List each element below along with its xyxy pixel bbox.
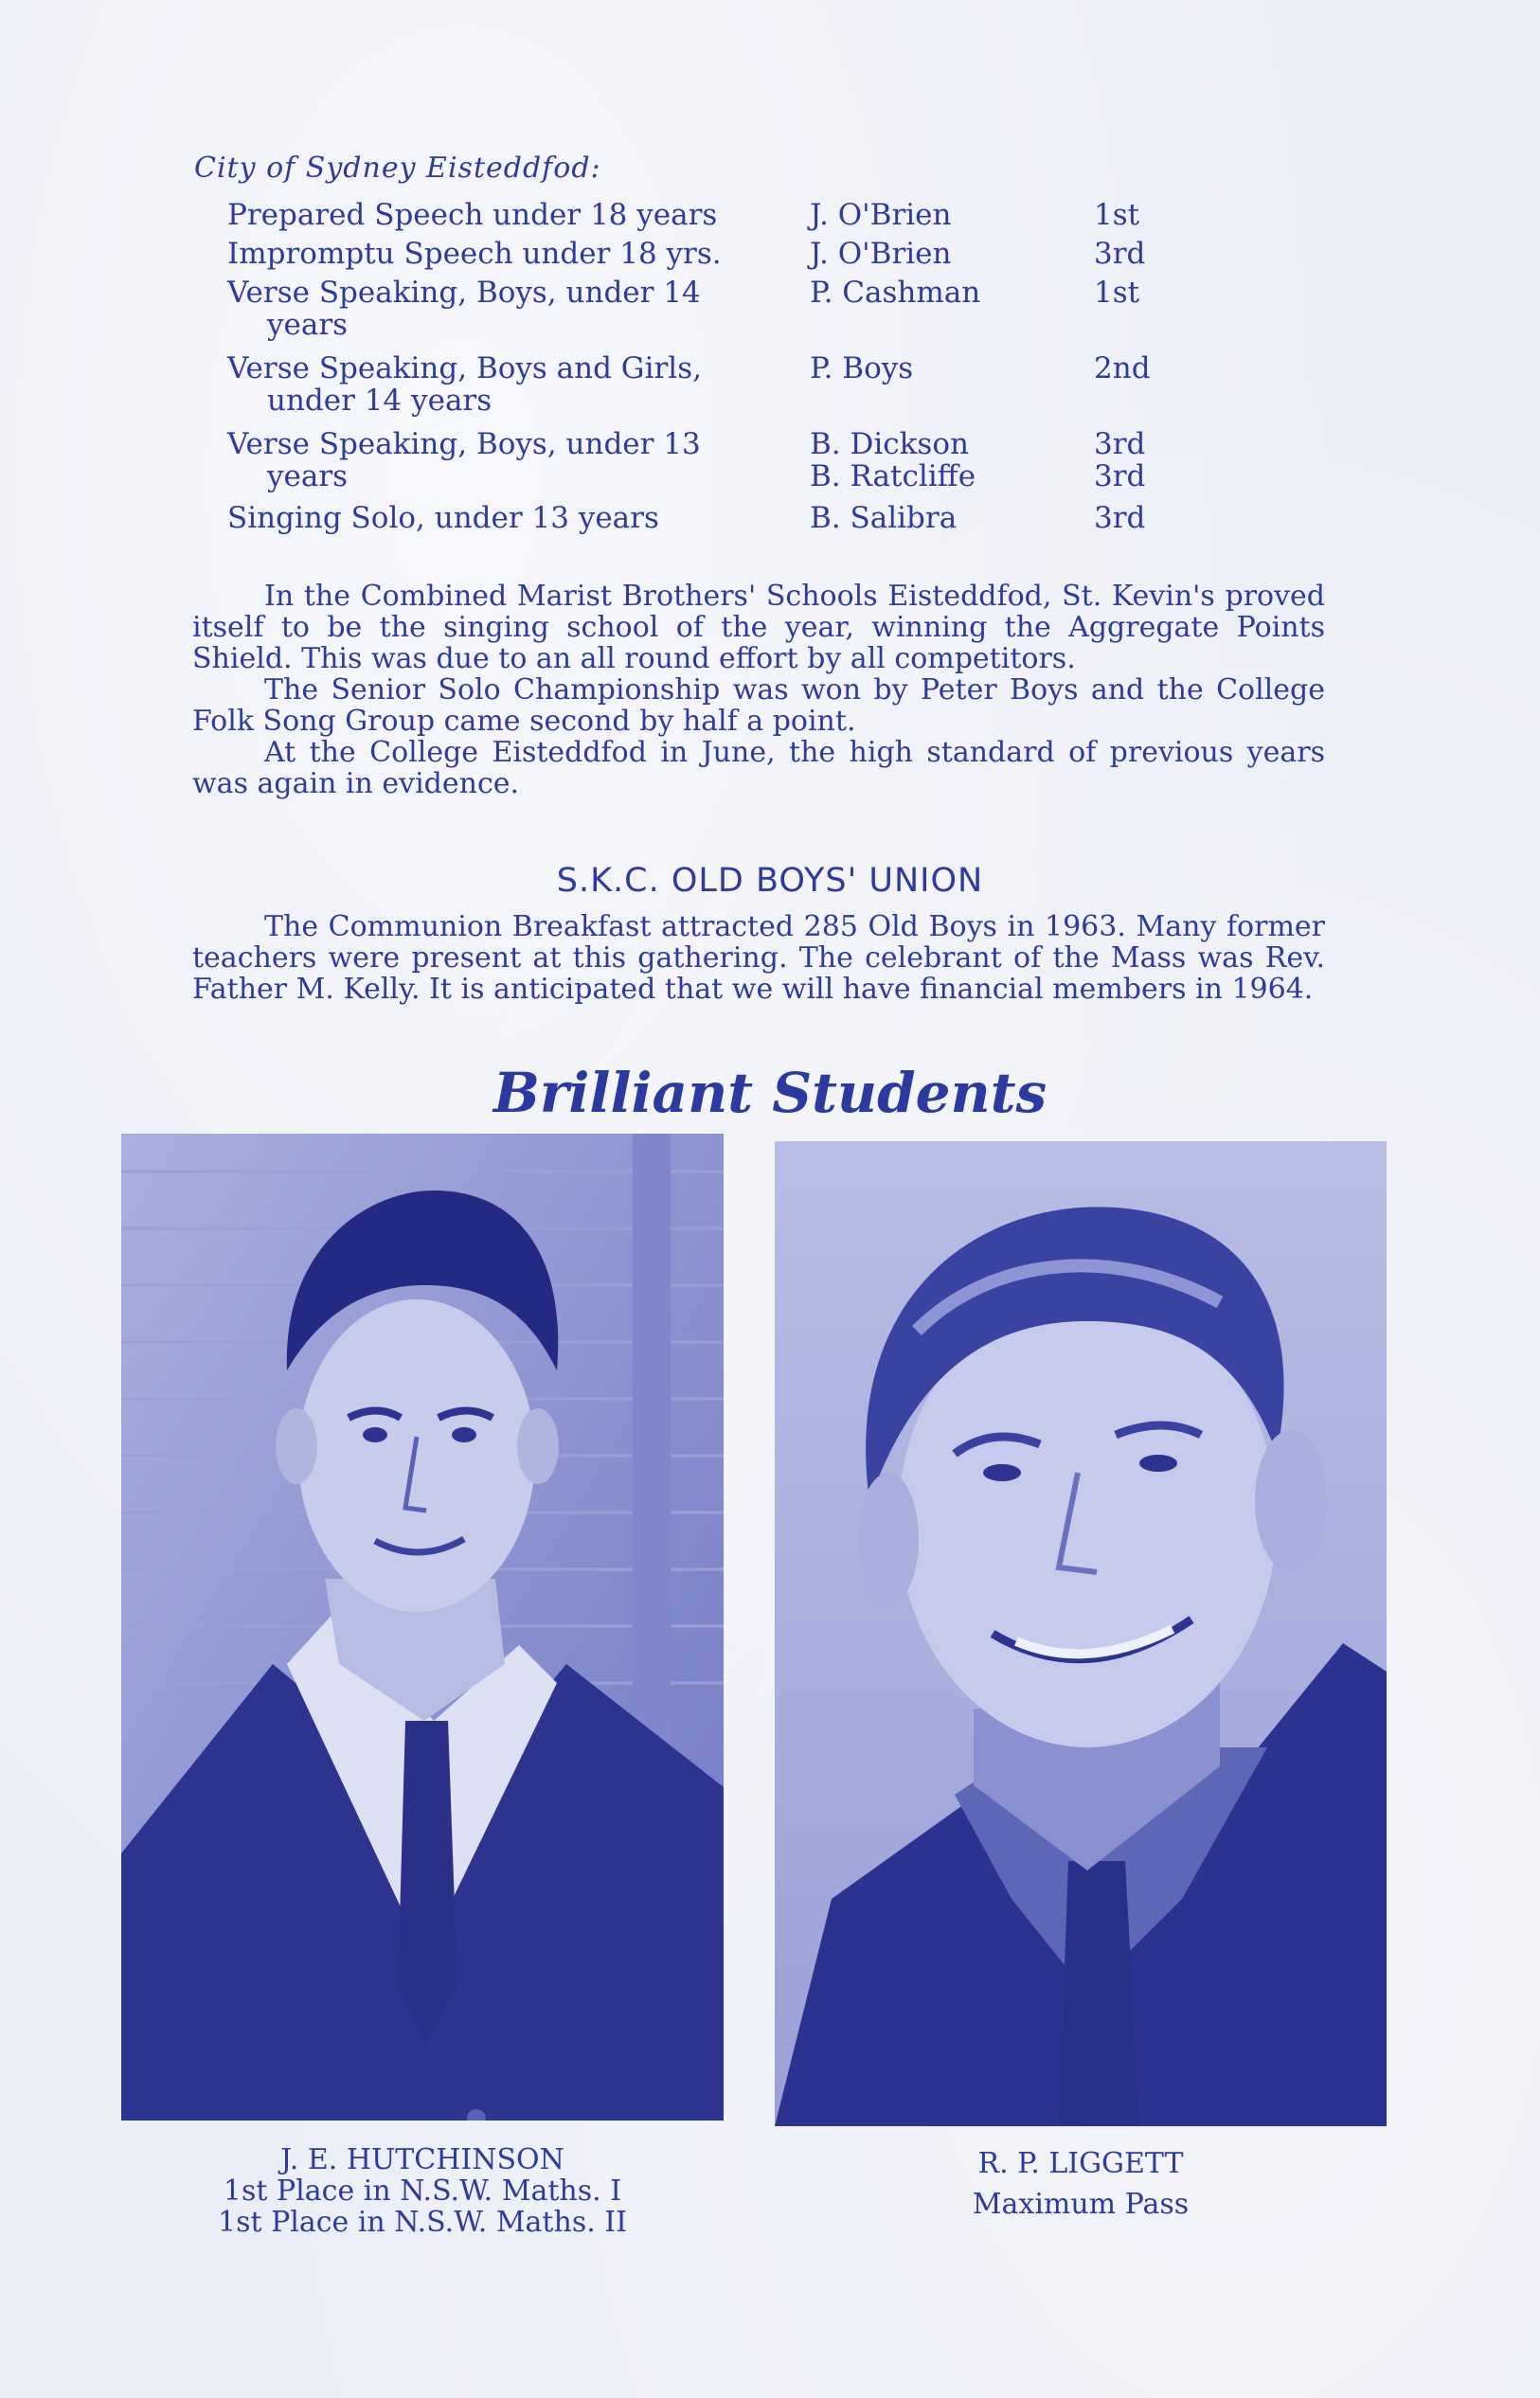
event-label-continued: years <box>267 308 349 342</box>
result-row <box>227 428 1193 502</box>
old-boys-section <box>192 911 1325 1005</box>
old-boys-heading: S.K.C. OLD BOYS' UNION <box>556 862 984 900</box>
winner-name: B. Salibra <box>810 501 958 535</box>
paragraph: At the College Eisteddfod in June, the high standard of previous years was again in evidence. <box>192 736 1325 800</box>
event-label: Verse Speaking, Boys and Girls, <box>227 351 702 385</box>
paragraph: The Senior Solo Championship was won by Peter Boys and the College Folk Song Group came second by half a point. <box>192 673 1325 738</box>
student-achievement: 1st Place in N.S.W. Maths. I <box>223 2174 622 2208</box>
winner-name: P. Boys <box>810 351 914 385</box>
winner-name: B. Dickson <box>810 427 969 461</box>
student-photo-hutchinson <box>121 1134 724 2121</box>
result-row <box>227 238 1193 277</box>
caption-hutchinson <box>121 2144 724 2238</box>
placing: 3rd <box>1094 459 1146 493</box>
caption-liggett <box>775 2148 1387 2220</box>
result-row <box>227 199 1193 238</box>
event-label: Singing Solo, under 13 years <box>227 501 659 535</box>
portrait-image <box>775 1141 1387 2126</box>
winner-name: J. O'Brien <box>810 237 952 271</box>
student-name: R. P. LIGGETT <box>977 2147 1184 2180</box>
paragraph: In the Combined Marist Brothers' Schools Eisteddfod, St. Kevin's proved itself to be the singing school of the year, winning the Aggregate Points Shield. This was due to an all round effort by all competitors. <box>192 580 1325 675</box>
student-achievement: 1st Place in N.S.W. Maths. II <box>218 2206 627 2239</box>
result-row <box>227 352 1193 428</box>
placing: 1st <box>1094 276 1140 310</box>
placing: 3rd <box>1094 501 1146 535</box>
student-name: J. E. HUTCHINSON <box>280 2143 564 2176</box>
eisteddfod-paragraphs <box>192 581 1325 799</box>
result-row <box>227 502 1193 541</box>
winner-name: B. Ratcliffe <box>810 459 976 493</box>
paragraph: The Communion Breakfast attracted 285 Old Boys in 1963. Many former teachers were present at this gathering. The celebrant of the Mass was Rev. Father M. Kelly. It is anticipated that we will have financial members in 1964. <box>192 910 1325 1006</box>
portrait-image <box>121 1134 724 2121</box>
placing: 1st <box>1094 198 1140 232</box>
event-label-continued: under 14 years <box>267 384 492 418</box>
winner-name: J. O'Brien <box>810 198 952 232</box>
student-achievement: Maximum Pass <box>972 2188 1190 2221</box>
student-photo-liggett <box>775 1141 1387 2126</box>
winner-name: P. Cashman <box>810 276 981 310</box>
placing: 2nd <box>1094 351 1151 385</box>
event-label: Verse Speaking, Boys, under 13 <box>227 427 701 461</box>
placing: 3rd <box>1094 237 1146 271</box>
placing: 3rd <box>1094 427 1146 461</box>
event-label: Verse Speaking, Boys, under 14 <box>227 276 701 310</box>
brilliant-students-title: Brilliant Students <box>492 1061 1048 1125</box>
eisteddfod-heading: City of Sydney Eisteddfod: <box>194 152 601 185</box>
event-label: Prepared Speech under 18 years <box>227 198 718 232</box>
results-table <box>227 199 1193 541</box>
event-label: Impromptu Speech under 18 yrs. <box>227 237 722 271</box>
result-row <box>227 277 1193 352</box>
event-label-continued: years <box>267 459 349 493</box>
